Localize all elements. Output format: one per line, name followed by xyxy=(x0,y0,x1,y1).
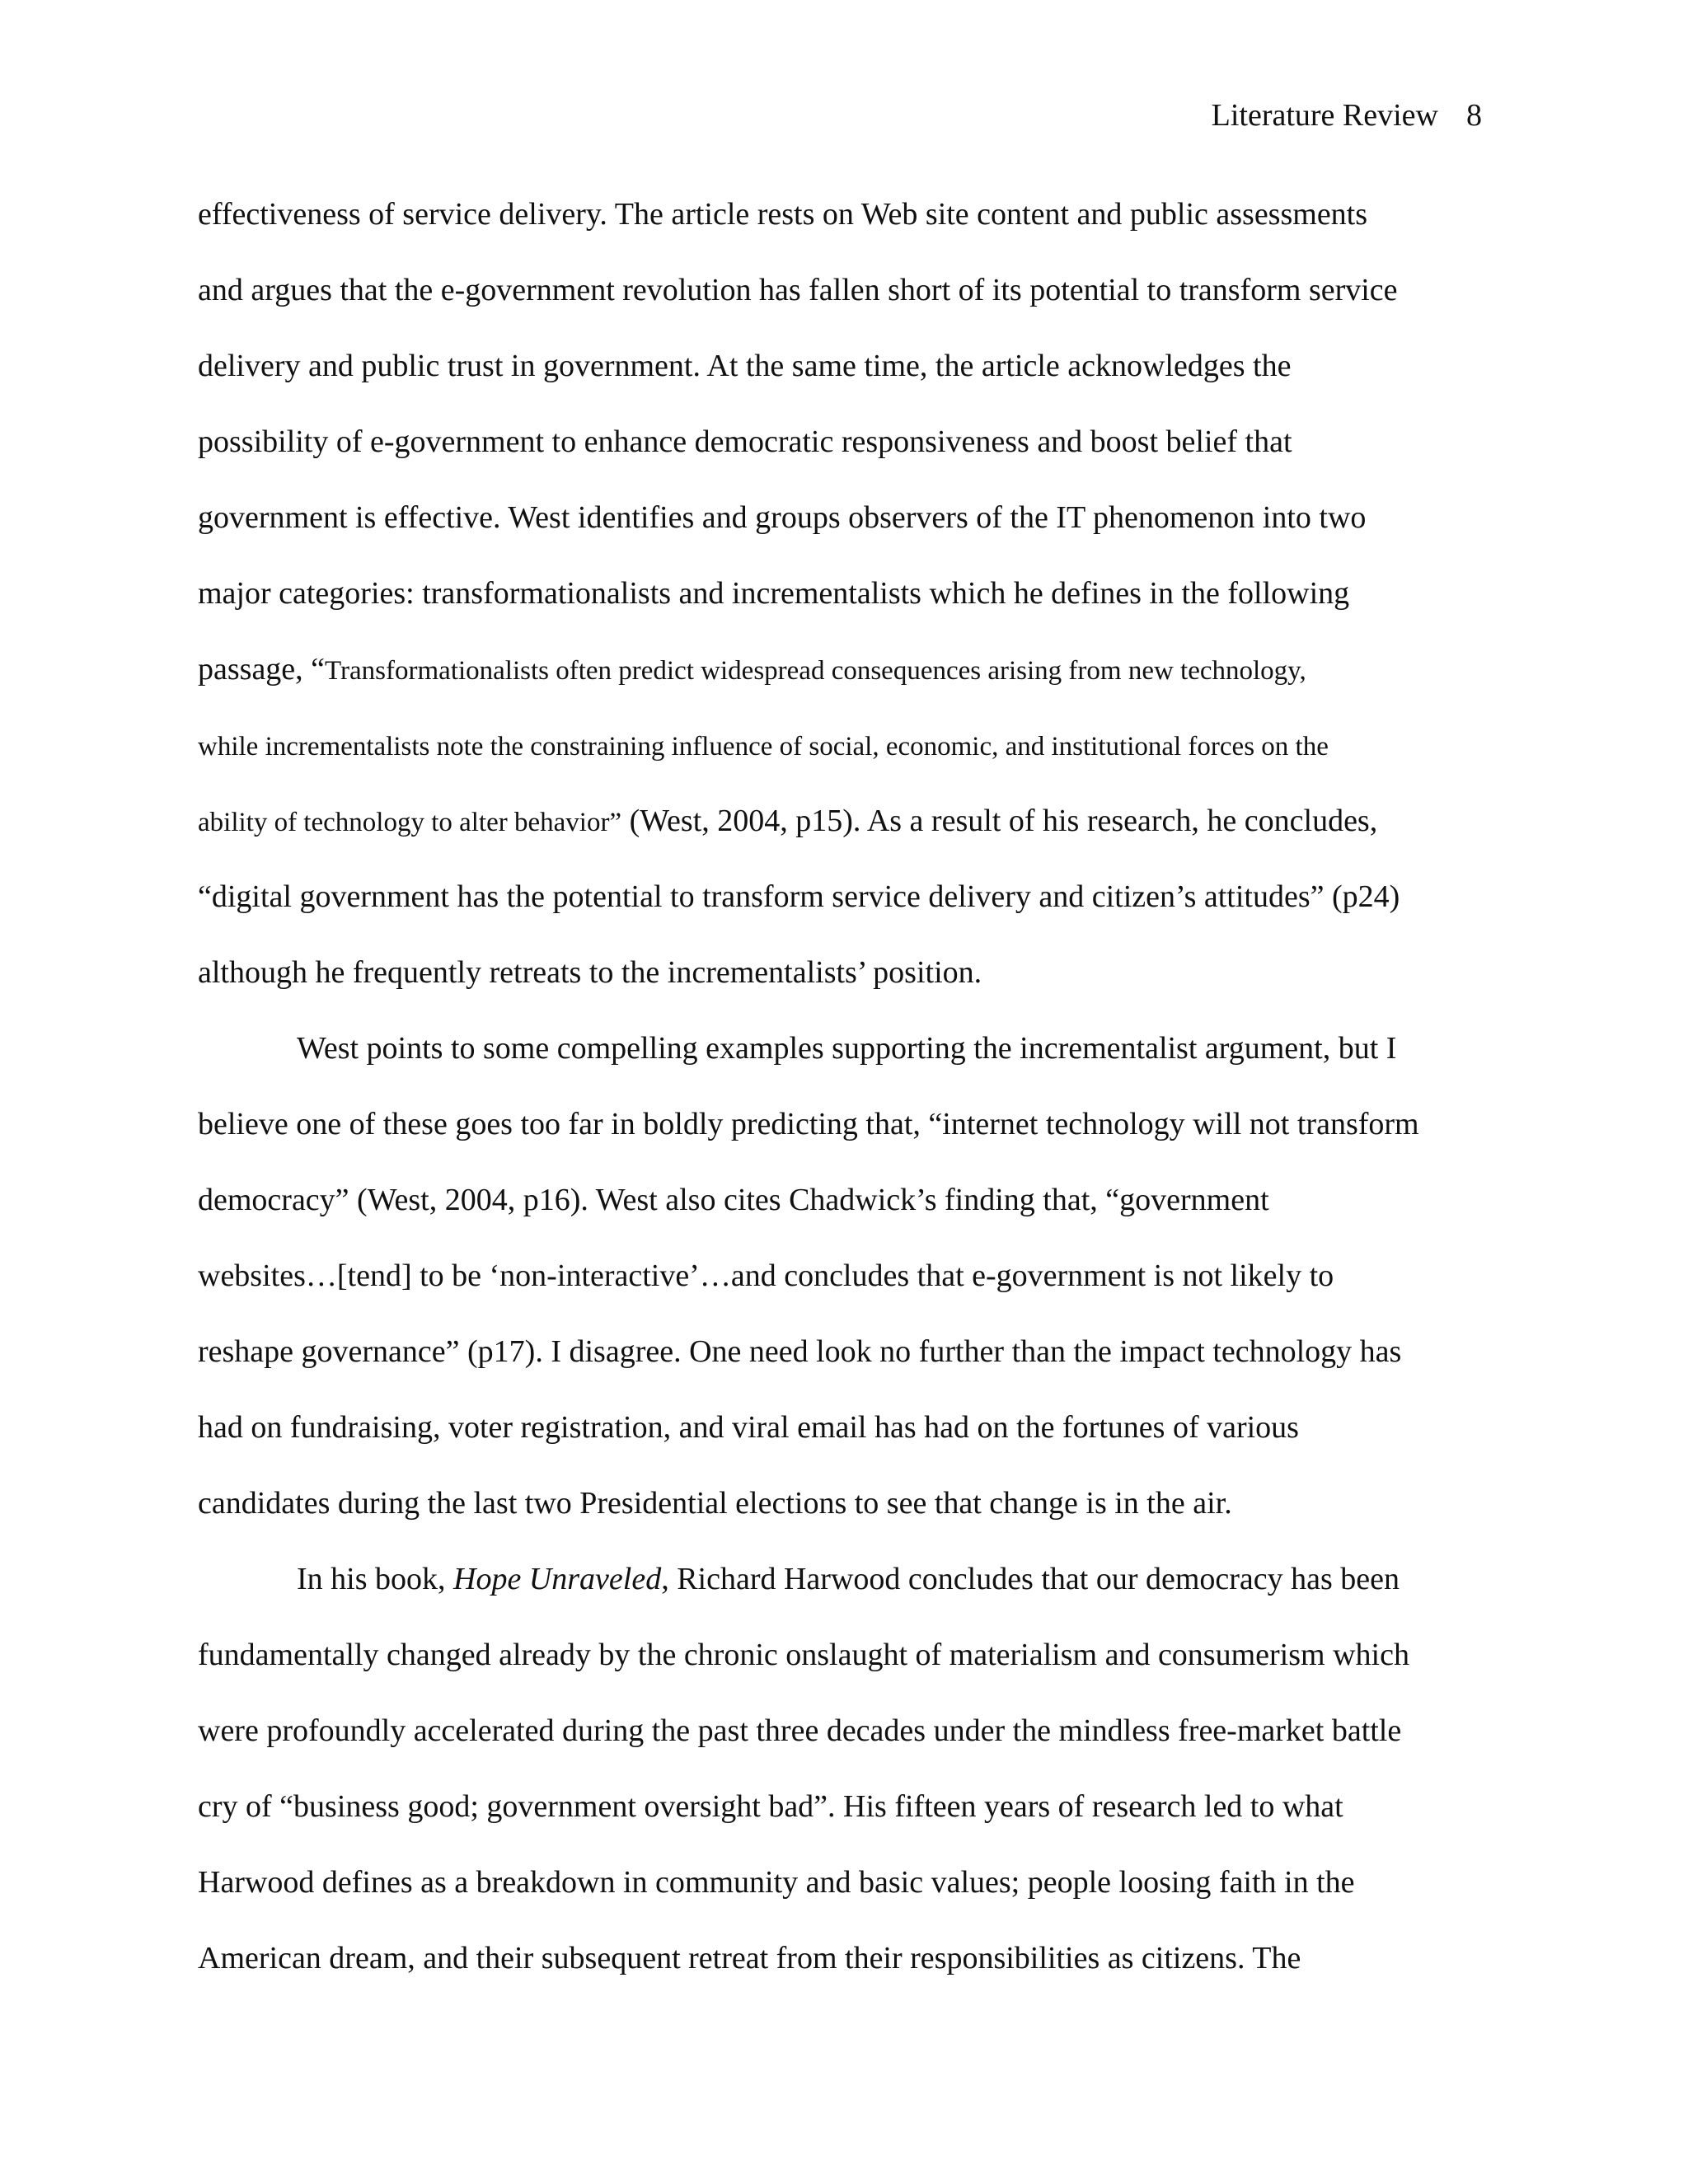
text-segment: government is effective. West identifies and groups observers of the IT phenomenon into two xyxy=(198,500,1367,535)
text-segment: although he frequently retreats to the incrementalists’ position. xyxy=(198,955,982,990)
text-line xyxy=(198,574,1484,649)
text-line xyxy=(198,1483,1484,1559)
text-line xyxy=(198,953,1484,1029)
text-segment: In his book, xyxy=(297,1562,453,1596)
text-line xyxy=(198,346,1484,422)
text-line xyxy=(198,1408,1484,1483)
text-segment: and argues that the e-government revolution has fallen short of its potential to transform service xyxy=(198,273,1398,307)
text-line xyxy=(198,725,1484,801)
text-line xyxy=(198,1938,1484,2014)
running-head-title: Literature Review xyxy=(1211,98,1438,133)
text-segment: fundamentally changed already by the chronic onslaught of materialism and consumerism which xyxy=(198,1638,1409,1672)
text-segment: (West, 2004, p15). As a result of his research, he concludes, xyxy=(621,804,1378,838)
text-line xyxy=(198,1559,1484,1635)
text-segment: websites…[tend] to be ‘non-interactive’…and concludes that e-government is not likely to xyxy=(198,1258,1334,1293)
text-line xyxy=(198,498,1484,574)
text-line xyxy=(198,1180,1484,1256)
page-number: 8 xyxy=(1466,98,1482,133)
text-line xyxy=(198,1332,1484,1408)
text-line xyxy=(198,1104,1484,1180)
text-segment: American dream, and their subsequent retreat from their responsibilities as citizens. The xyxy=(198,1941,1301,1975)
text-segment: ability of technology to alter behavior” xyxy=(198,808,622,837)
text-segment: democracy” (West, 2004, p16). West also cites Chadwick’s finding that, “government xyxy=(198,1183,1269,1217)
text-segment: possibility of e-government to enhance democratic responsiveness and boost belief that xyxy=(198,424,1292,459)
text-segment: major categories: transformationalists and incrementalists which he defines in the following xyxy=(198,576,1350,611)
text-line xyxy=(198,270,1484,346)
text-segment: were profoundly accelerated during the past three decades under the mindless free-market battle xyxy=(198,1713,1402,1748)
body-text xyxy=(198,194,1484,2014)
text-segment: effectiveness of service delivery. The article rests on Web site content and public assessments xyxy=(198,197,1368,232)
text-segment: passage, “ xyxy=(198,652,326,687)
text-line xyxy=(198,649,1484,725)
text-line xyxy=(198,801,1484,877)
text-line xyxy=(198,194,1484,270)
text-segment: delivery and public trust in government. At the same time, the article acknowledges the xyxy=(198,349,1292,383)
text-line xyxy=(198,1863,1484,1938)
text-segment: West points to some compelling examples supporting the incrementalist argument, but I xyxy=(297,1031,1397,1066)
text-line xyxy=(198,422,1484,498)
text-segment: had on fundraising, voter registration, and viral email has had on the fortunes of various xyxy=(198,1410,1299,1445)
text-segment: reshape governance” (p17). I disagree. One need look no further than the impact technology has xyxy=(198,1334,1402,1369)
text-segment: Harwood defines as a breakdown in community and basic values; people loosing faith in the xyxy=(198,1865,1355,1900)
text-segment: , Richard Harwood concludes that our democracy has been xyxy=(661,1562,1400,1596)
text-segment: candidates during the last two Presidential elections to see that change is in the air. xyxy=(198,1486,1232,1521)
text-line xyxy=(198,1029,1484,1104)
text-line xyxy=(198,1787,1484,1863)
running-header xyxy=(1212,96,1482,135)
text-segment: “digital government has the potential to transform service delivery and citizen’s attitudes” (p24) xyxy=(198,879,1400,914)
text-line xyxy=(198,1635,1484,1711)
text-line xyxy=(198,877,1484,953)
text-line xyxy=(198,1711,1484,1787)
text-segment: while incrementalists note the constraining influence of social, economic, and institutional forces on the xyxy=(198,732,1329,762)
text-segment: cry of “business good; government oversight bad”. His fifteen years of research led to what xyxy=(198,1789,1343,1824)
text-segment: Transformationalists often predict widespread consequences arising from new technology, xyxy=(325,656,1306,686)
text-line xyxy=(198,1256,1484,1332)
text-segment: believe one of these goes too far in boldly predicting that, “internet technology will not transform xyxy=(198,1107,1419,1141)
book-title: Hope Unraveled xyxy=(453,1562,662,1596)
